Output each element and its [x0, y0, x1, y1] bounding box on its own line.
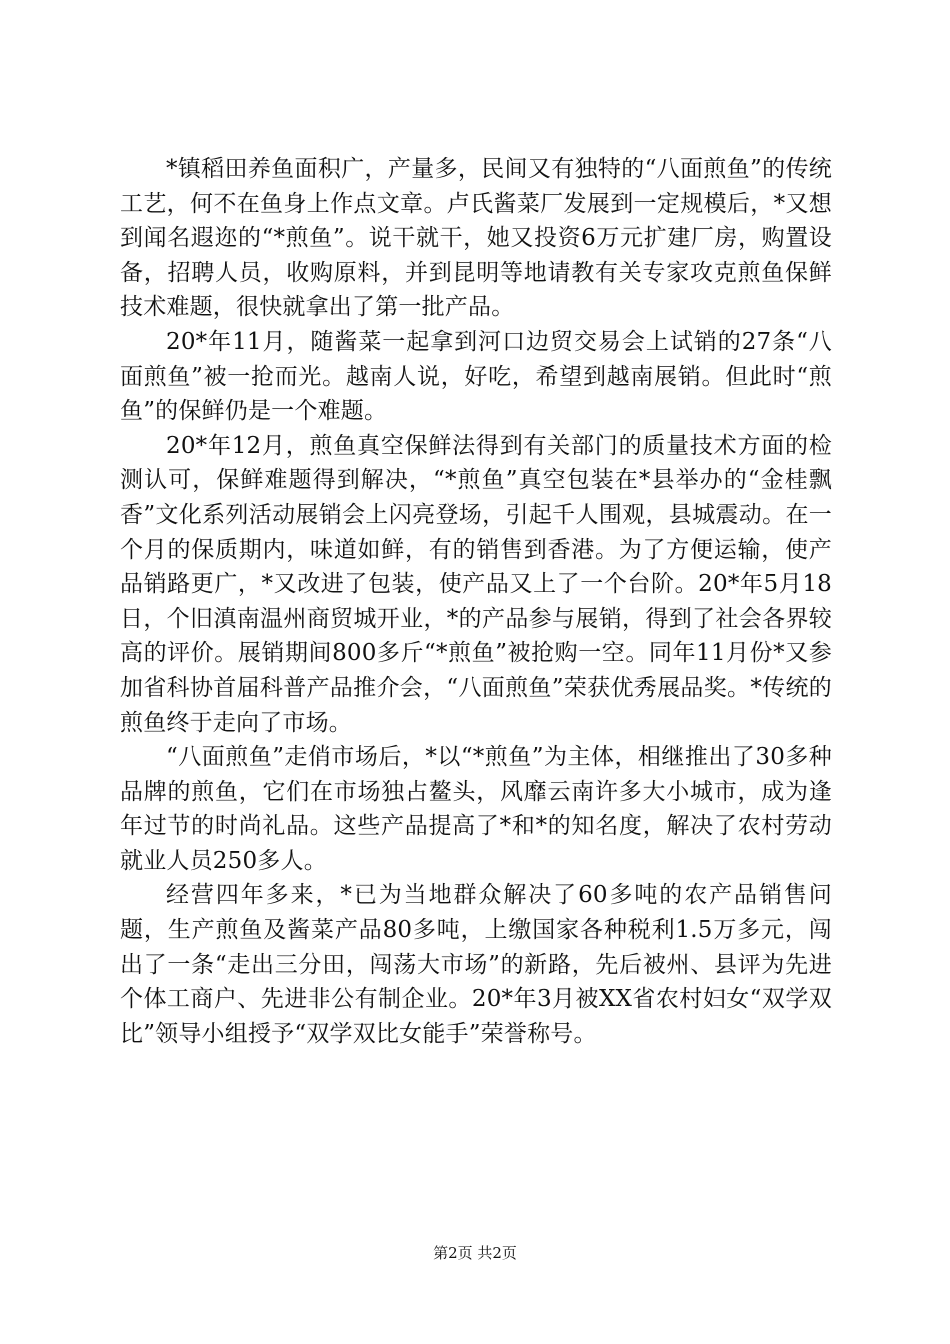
- paragraph-4: “八面煎鱼”走俏市场后，*以“*煎鱼”为主体，相继推出了30多种品牌的煎鱼，它们在市场独占鳌头，风靡云南许多大小城市，成为逢年过节的时尚礼品。这些产品提高了*和*的知名度，解决了农村劳动就业人员250多人。: [120, 744, 832, 874]
- paragraph-5: 经营四年多来，*已为当地群众解决了60多吨的农产品销售问题，生产煎鱼及酱菜产品80多吨，上缴国家各种税利1.5万多元，闯出了一条“走出三分田，闯荡大市场”的新路，先后被州、县评为先进个体工商户、先进非公有制企业。20*年3月被XX省农村妇女“双学双比”领导小组授予“双学双比女能手”荣誉称号。: [120, 882, 832, 1047]
- document-body: [120, 152, 832, 1051]
- paragraph-3: 20*年12月，煎鱼真空保鲜法得到有关部门的质量技术方面的检测认可，保鲜难题得到解决，“*煎鱼”真空包装在*县举办的“金桂飘香”文化系列活动展销会上闪亮登场，引起千人围观，县城震动。在一个月的保质期内，味道如鲜，有的销售到香港。为了方便运输，使产品销路更广，*又改进了包装，使产品又上了一个台阶。20*年5月18日，个旧滇南温州商贸城开业，*的产品参与展销，得到了社会各界较高的评价。展销期间800多斤“*煎鱼”被抢购一空。同年11月份*又参加省科协首届科普产品推介会，“八面煎鱼”荣获优秀展品奖。*传统的煎鱼终于走向了市场。: [120, 432, 832, 736]
- paragraph-1: *镇稻田养鱼面积广，产量多，民间又有独特的“八面煎鱼”的传统工艺，何不在鱼身上作点文章。卢氏酱菜厂发展到一定规模后，*又想到闻名遐迩的“*煎鱼”。说干就干，她又投资6万元扩建厂房，购置设备，招聘人员，收购原料，并到昆明等地请教有关专家攻克煎鱼保鲜技术难题，很快就拿出了第一批产品。: [120, 156, 832, 321]
- paragraph-2: 20*年11月，随酱菜一起拿到河口边贸交易会上试销的27条“八面煎鱼”被一抢而光。越南人说，好吃，希望到越南展销。但此时“煎鱼”的保鲜仍是一个难题。: [120, 328, 832, 425]
- page-number-footer: 第2页 共2页: [433, 1244, 517, 1262]
